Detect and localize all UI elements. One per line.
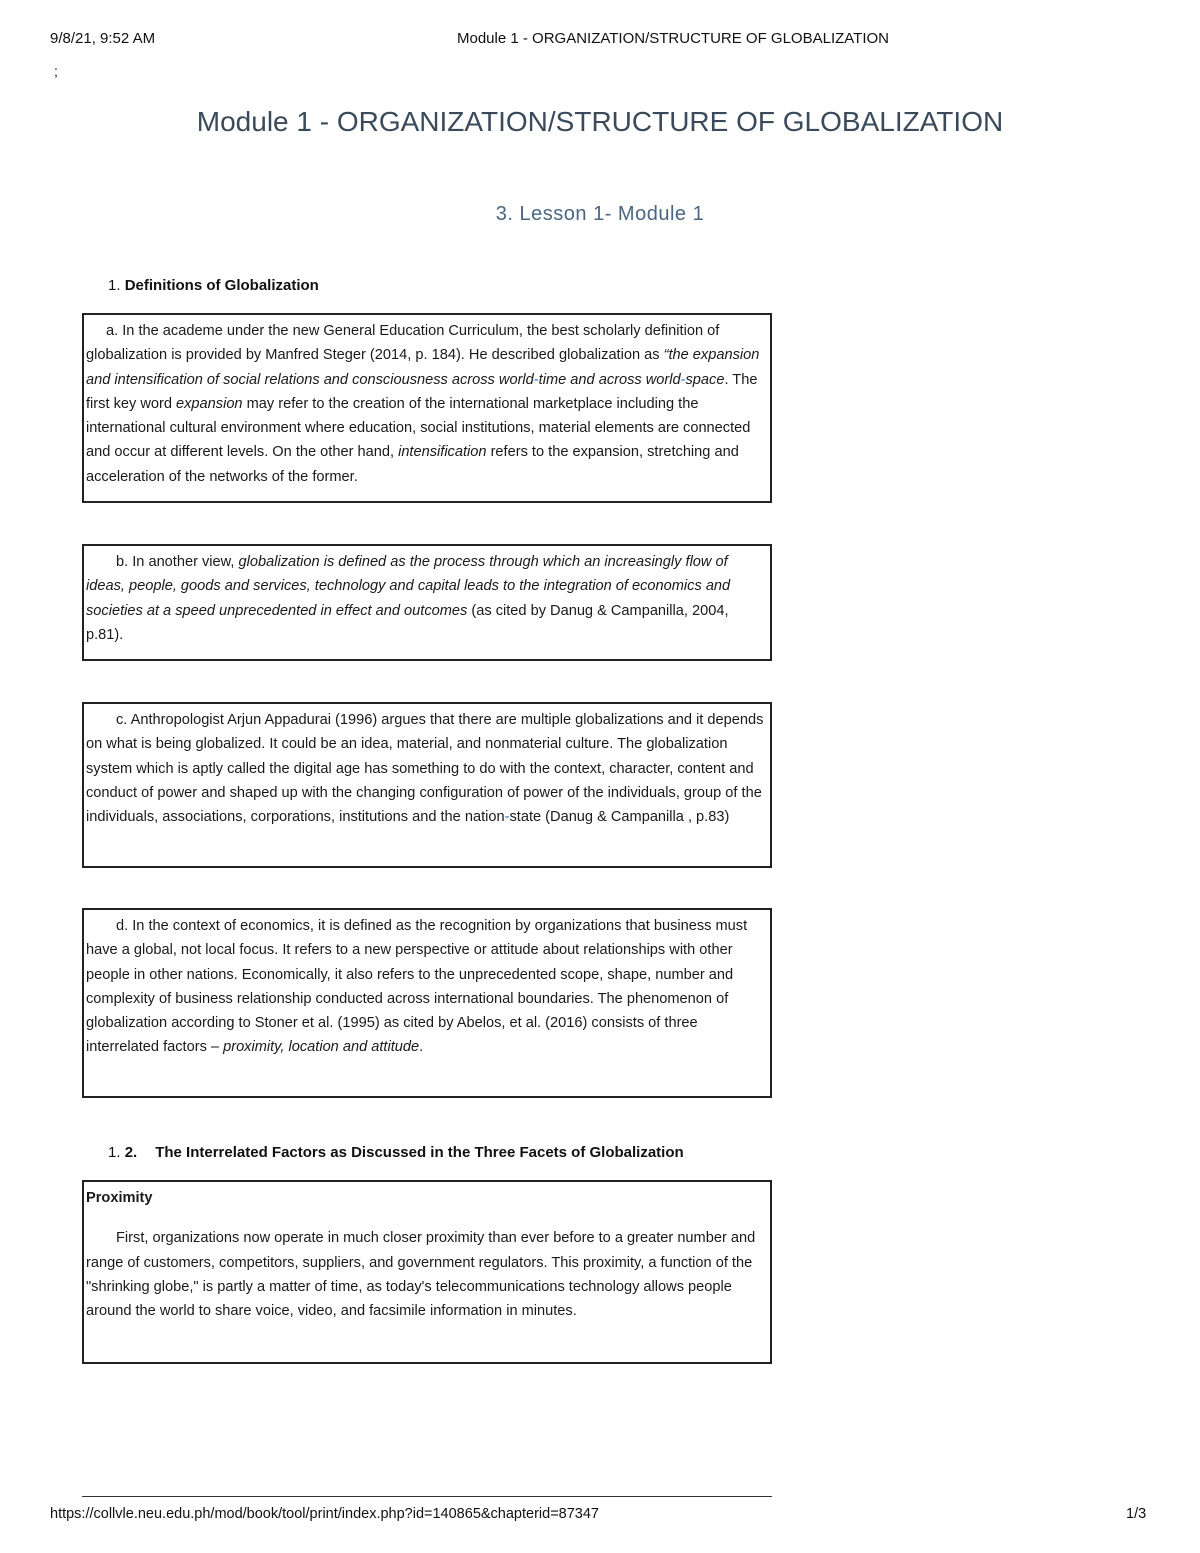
- definition-box-d: [82, 908, 772, 1098]
- section-number: 1.: [108, 277, 121, 294]
- box-a-quote-3: space: [685, 371, 725, 388]
- box-a-dash-1: -: [533, 371, 539, 388]
- definition-box-b: [82, 544, 772, 661]
- box-b-definition: globalization is defined as the process through which an increasingly flow of ideas, people, goods and services, technology and capital leads to the integration of economics and societies at a speed unprecedented in effect and outcomes: [86, 554, 731, 619]
- page-title: Module 1 - ORGANIZATION/STRUCTURE OF GLOBALIZATION: [196, 106, 1004, 137]
- box-a-keyword-intensification: intensification: [398, 444, 487, 461]
- proximity-heading: Proximity: [86, 1190, 153, 1206]
- section-heading-interrelated-factors: [108, 1144, 684, 1161]
- box-c-text-2: state (Danug & Campanilla , p.83): [509, 809, 730, 826]
- box-a-text-3: may refer to the creation of the international marketplace including the international cultural environment where education, social institutions, material elements are connected and occur at different levels. On the other hand,: [86, 395, 751, 461]
- stray-mark: ;: [54, 63, 58, 79]
- box-a-text-1: a. In the academe under the new General Education Curriculum, the best scholarly definition of globalization is provided by Manfred Steger (2014, p. 184). He described globalization as: [86, 323, 720, 364]
- section-number: 1.: [108, 1144, 121, 1161]
- footer-url: https://collvle.neu.edu.ph/mod/book/tool/print/index.php?id=140865&chapterid=87347: [50, 1506, 599, 1522]
- section-title: Definitions of Globalization: [124, 277, 319, 294]
- section-title: The Interrelated Factors as Discussed in the Three Facets of Globalization: [155, 1144, 684, 1161]
- box-d-factors: proximity, location and attitude: [223, 1039, 420, 1056]
- box-a-text-4: refers to the expansion, stretching and acceleration of the networks of the former.: [86, 444, 739, 485]
- box-a-keyword-expansion: expansion: [176, 395, 243, 412]
- definition-box-c: [82, 702, 772, 868]
- box-d-text-2: .: [419, 1039, 424, 1056]
- section-subnumber: 2.: [124, 1144, 138, 1161]
- section-heading-definitions: [108, 277, 319, 294]
- box-b-citation: (as cited by Danug & Campanilla, 2004, p.81).: [86, 602, 729, 643]
- box-a-quote-2: time and across world: [538, 371, 681, 388]
- box-d-text-1: d. In the context of economics, it is defined as the recognition by organizations that business must have a global, not local focus. It refers to a new perspective or attitude about relationships with other people in other nations. Economically, it also refers to the unprecedented scope, shape, number and complexity of business relationship conducted across international boundaries. The phenomenon of globalization according to Stoner et al. (1995) as cited by Abelos, et al. (2016) consists of three interrelated factors –: [86, 918, 748, 1056]
- proximity-box: [82, 1180, 772, 1364]
- proximity-text: First, organizations now operate in much closer proximity than ever before to a greater number and range of customers, competitors, suppliers, and government regulators. This proximity, a function of the "shrinking globe," is partly a matter of time, as today's telecommunications technology allows people around the world to share voice, video, and facsimile information in minutes.: [86, 1230, 756, 1320]
- box-a-dash-2: -: [680, 371, 686, 388]
- box-b-text-1: b. In another view,: [116, 554, 239, 570]
- print-datetime: 9/8/21, 9:52 AM: [50, 30, 156, 47]
- print-header-title: Module 1 - ORGANIZATION/STRUCTURE OF GLOBALIZATION: [457, 30, 890, 47]
- box-a-quote-1: “the expansion and intensification of social relations and consciousness across world: [86, 347, 760, 388]
- footer-divider: [82, 1496, 772, 1497]
- lesson-title: 3. Lesson 1- Module 1: [495, 203, 705, 225]
- page-number: 1/3: [1126, 1506, 1147, 1522]
- box-c-text-1: c. Anthropologist Arjun Appadurai (1996) argues that there are multiple globalizations and it depends on what is being globalized. It could be an idea, material, and nonmaterial culture. The globalization system which is aptly called the digital age has something to do with the context, character, content and conduct of power and shaped up with the changing configuration of power of the individuals, group of the individuals, associations, corporations, institutions and the nation: [86, 712, 764, 826]
- box-c-dash: -: [504, 809, 510, 826]
- definition-box-a: [82, 313, 772, 503]
- box-a-text-2: . The first key word: [86, 371, 758, 412]
